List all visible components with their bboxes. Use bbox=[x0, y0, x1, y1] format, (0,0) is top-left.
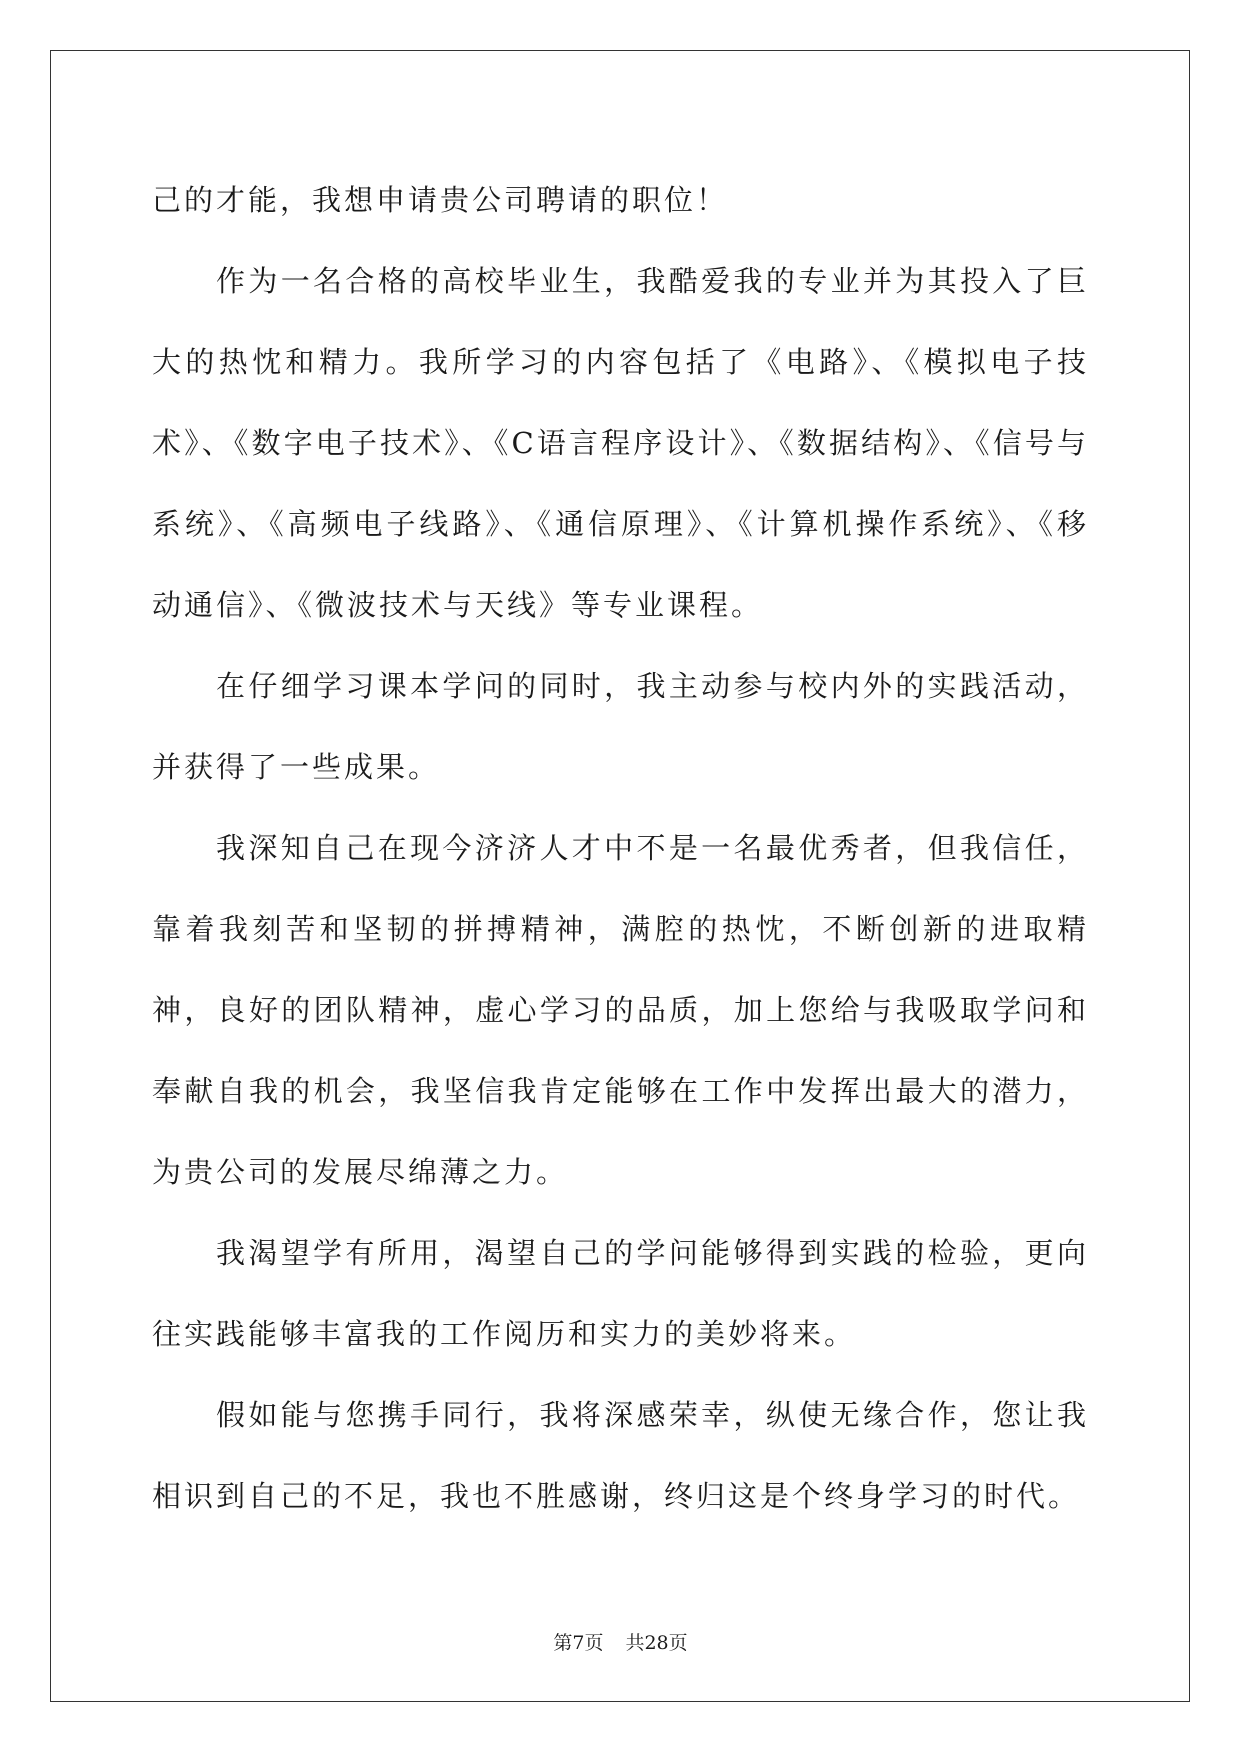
paragraph-self-assessment: 我深知自己在现今济济人才中不是一名最优秀者，但我信任，靠着我刻苦和坚韧的拼搏精神，满腔的热忱，不断创新的进取精神，良好的团队精神，虚心学习的品质，加上您给与我吸取学问和奉献自我的机会，我坚信我肯定能够在工作中发挥出最大的潜力，为贵公司的发展尽绵薄之力。 bbox=[152, 831, 1089, 1189]
page-footer bbox=[0, 1628, 1241, 1655]
paragraph-courses: 作为一名合格的高校毕业生，我酷爱我的专业并为其投入了巨大的热忱和精力。我所学习的内容包括了《电路》、《模拟电子技术》、《数字电子技术》、《C语言程序设计》、《数据结构》、《信号与系统》、《高频电子线路》、《通信原理》、《计算机操作系统》、《移动通信》、《微波技术与天线》等专业课程。 bbox=[152, 264, 1089, 622]
page-total: 共28页 bbox=[625, 1632, 688, 1654]
paragraph-closing: 假如能与您携手同行，我将深感荣幸，纵使无缘合作，您让我相识到自己的不足，我也不胜感谢，终归这是个终身学习的时代。 bbox=[152, 1398, 1089, 1513]
document-body bbox=[152, 160, 1089, 1537]
paragraph-practice: 在仔细学习课本学问的同时，我主动参与校内外的实践活动，并获得了一些成果。 bbox=[152, 669, 1089, 784]
paragraph-continuation: 己的才能，我想申请贵公司聘请的职位！ bbox=[152, 183, 729, 217]
page-number: 第7页 bbox=[553, 1632, 604, 1654]
paragraph-aspiration: 我渴望学有所用，渴望自己的学问能够得到实践的检验，更向往实践能够丰富我的工作阅历和实力的美妙将来。 bbox=[152, 1236, 1089, 1351]
